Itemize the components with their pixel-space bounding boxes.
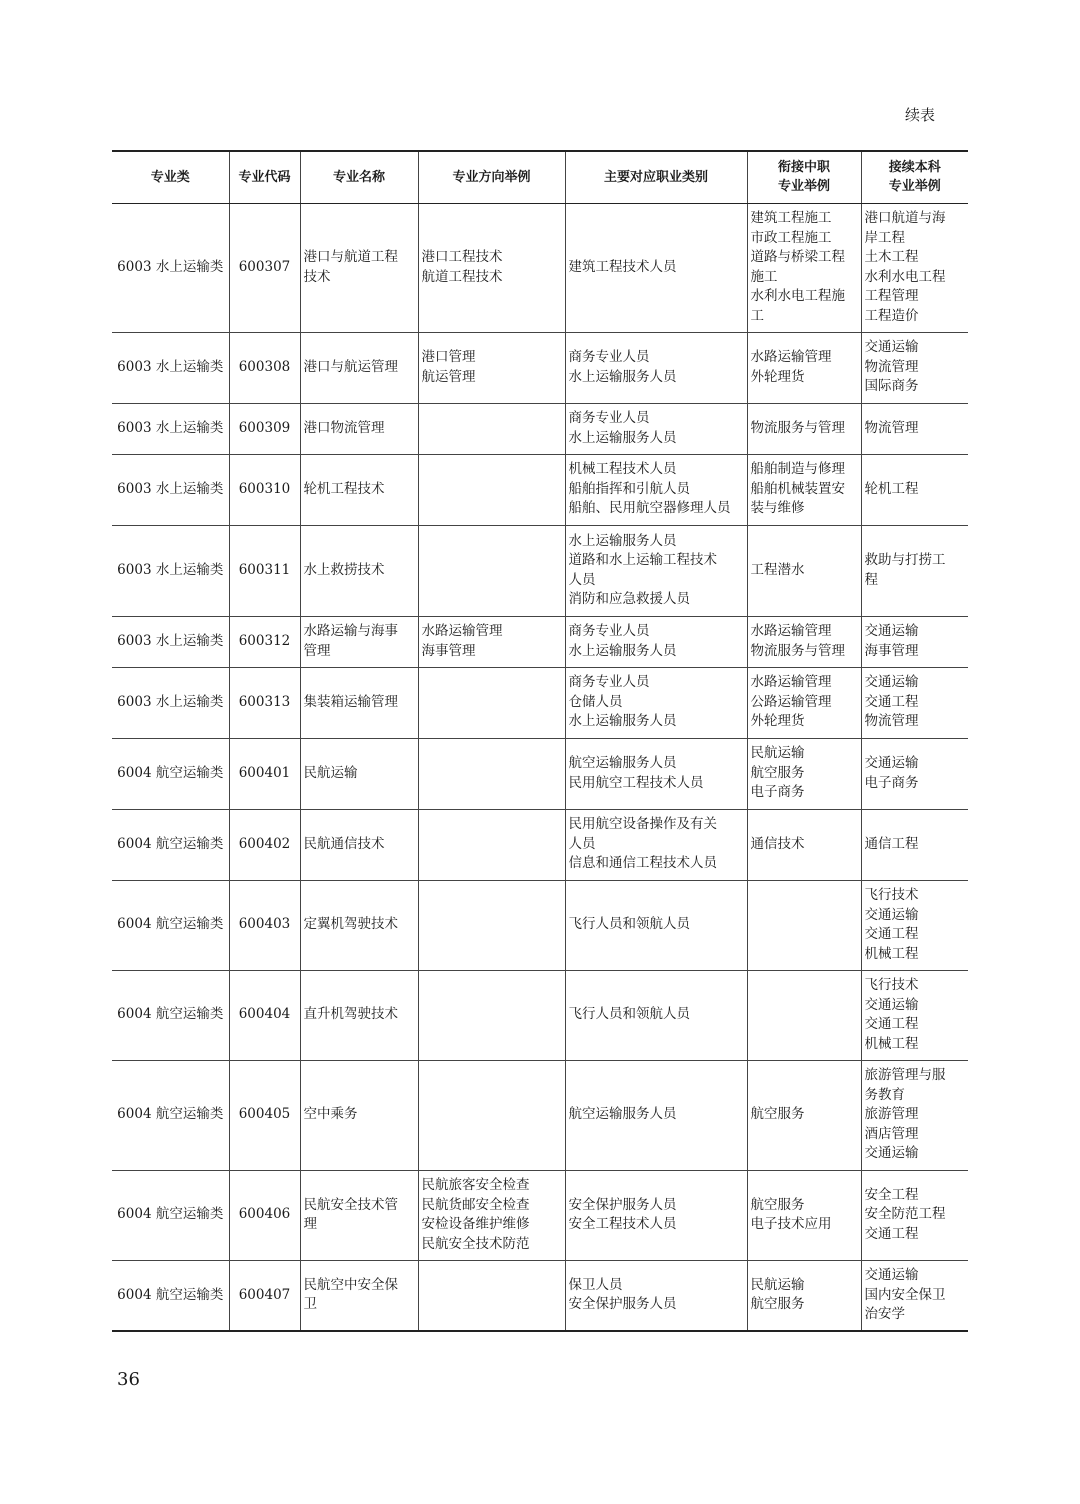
cell-occupations-line: 航空运输服务人员 [568,755,677,771]
cell-name-line: 民航运输 [303,764,358,781]
cell-directions [418,1170,565,1260]
cell-occupations-line: 人员 [568,571,596,588]
cell-directions [418,738,565,809]
cell-undergrad-line: 安全防范工程 [864,1206,946,1223]
cell-undergrad [861,332,968,403]
cell-occupations-line: 水上运输服务人员 [568,429,677,446]
cell-name-line: 民航通信技术 [303,835,385,852]
cell-occupations-line: 商务专业人员 [568,674,650,691]
cell-undergrad [861,454,968,525]
cell-name [300,970,418,1060]
cell-name [300,203,418,332]
cell-name-line: 技术 [303,268,331,285]
cell-undergrad-line: 机械工程 [864,1035,919,1052]
cell-occupations [565,454,747,525]
cell-occupations-line: 安全工程技术人员 [568,1216,677,1232]
table-row [112,1060,968,1170]
cell-secondary [747,1060,861,1170]
cell-occupations-line: 民用航空设备操作及有关 [568,816,717,833]
header-name: 专业名称 [300,151,418,203]
cell-secondary-line: 水利水电工程施 [750,288,845,304]
cell-occupations [565,880,747,970]
cell-secondary-line: 公路运输管理 [750,693,832,710]
cell-undergrad [861,880,968,970]
cell-name-line: 水上救捞技术 [303,561,385,578]
cell-occupations [565,809,747,880]
header-category: 专业类 [112,151,229,203]
cell-undergrad-line: 交通运输 [864,623,919,639]
cell-secondary-line: 通信技术 [750,835,805,852]
cell-undergrad-line: 交通运输 [864,906,919,923]
cell-undergrad-line: 交通工程 [864,693,919,710]
cell-secondary [747,738,861,809]
cell-directions-line: 民航安全技术防范 [421,1235,530,1252]
cell-secondary-line: 水路运输管理 [750,623,832,639]
cell-secondary [747,809,861,880]
cell-code: 600310 [229,454,300,525]
table-row [112,332,968,403]
cell-undergrad-line: 飞行技术 [864,887,919,903]
cell-undergrad-line: 海事管理 [864,642,919,659]
cell-name [300,1060,418,1170]
cell-name [300,738,418,809]
cell-secondary-line: 航空服务 [750,1296,805,1313]
cell-occupations [565,1060,747,1170]
cell-name-line: 理 [303,1216,317,1232]
cell-undergrad-line: 治安学 [864,1306,905,1322]
cell-secondary-line: 航空服务 [750,1196,805,1213]
table-row [112,403,968,454]
cell-code: 600406 [229,1170,300,1260]
cell-occupations-line: 水上运输服务人员 [568,713,677,730]
cell-name-line: 港口与航运管理 [303,358,398,375]
cell-directions [418,525,565,616]
cell-secondary-line: 工 [750,307,764,324]
cell-directions [418,203,565,332]
cell-occupations-line: 商务专业人员 [568,410,650,426]
cell-category: 6004 航空运输类 [112,738,229,809]
cell-code: 600307 [229,203,300,332]
cell-category: 6003 水上运输类 [112,332,229,403]
cell-category: 6003 水上运输类 [112,403,229,454]
table-header-row [112,151,968,203]
cell-directions-line: 航运管理 [421,368,476,385]
cell-undergrad [861,403,968,454]
cell-category: 6004 航空运输类 [112,1170,229,1260]
cell-occupations-line: 飞行人员和领航人员 [568,1006,690,1023]
cell-secondary [747,1260,861,1331]
cell-secondary-line: 道路与桥梁工程 [750,249,845,265]
cell-directions-line: 港口工程技术 [421,249,503,265]
cell-undergrad-line: 交通运输 [864,1145,919,1162]
cell-directions [418,667,565,738]
cell-occupations [565,970,747,1060]
cell-undergrad-line: 务教育 [864,1086,905,1103]
header-secondary-line: 衔接中职 [777,160,830,176]
cell-code: 600309 [229,403,300,454]
cell-occupations-line: 机械工程技术人员 [568,461,677,478]
cell-directions [418,970,565,1060]
cell-undergrad-line: 工程造价 [864,307,919,324]
cell-occupations-line: 民用航空工程技术人员 [568,774,704,791]
cell-undergrad-line: 土木工程 [864,249,919,265]
cell-occupations-line: 安全保护服务人员 [568,1196,677,1213]
cell-occupations [565,1170,747,1260]
cell-secondary-line: 船舶机械装置安 [750,480,845,497]
header-code: 专业代码 [229,151,300,203]
cell-undergrad-line: 酒店管理 [864,1125,919,1142]
cell-occupations [565,667,747,738]
cell-name-line: 民航空中安全保 [303,1276,398,1293]
cell-occupations-line: 船舶指挥和引航人员 [568,480,690,497]
cell-undergrad-line: 通信工程 [864,835,919,852]
cell-undergrad-line: 港口航道与海 [864,210,946,226]
cell-category: 6003 水上运输类 [112,203,229,332]
cell-name [300,667,418,738]
cell-secondary-line: 市政工程施工 [750,229,832,246]
cell-undergrad-line: 国际商务 [864,378,919,395]
table-row [112,454,968,525]
major-catalog-table [112,150,968,1332]
cell-secondary-line: 民航运输 [750,1276,805,1293]
cell-secondary-line: 施工 [750,268,778,285]
cell-category: 6004 航空运输类 [112,809,229,880]
cell-occupations-line: 水上运输服务人员 [568,642,677,659]
cell-directions [418,809,565,880]
cell-directions-line: 航道工程技术 [421,268,503,285]
cell-secondary [747,667,861,738]
cell-secondary [747,880,861,970]
header-secondary [747,151,861,203]
table-row [112,809,968,880]
cell-name [300,525,418,616]
cell-undergrad-line: 交通运输 [864,339,919,356]
cell-undergrad-line: 交通运输 [864,1267,919,1283]
cell-name-line: 卫 [303,1296,317,1313]
cell-undergrad-line: 交通工程 [864,1016,919,1032]
cell-category: 6003 水上运输类 [112,525,229,616]
cell-directions-line: 港口管理 [421,349,476,365]
cell-category: 6003 水上运输类 [112,454,229,525]
cell-name-line: 港口与航道工程 [303,249,398,265]
cell-category: 6004 航空运输类 [112,1260,229,1331]
cell-undergrad-line: 安全工程 [864,1186,919,1203]
cell-secondary-line: 民航运输 [750,745,805,762]
cell-undergrad [861,1260,968,1331]
cell-undergrad-line: 物流管理 [864,358,919,375]
cell-undergrad-line: 交通运输 [864,755,919,771]
cell-undergrad-line: 工程管理 [864,288,919,304]
cell-occupations-line: 水上运输服务人员 [568,368,677,385]
cell-occupations-line: 消防和应急救援人员 [568,591,690,607]
cell-name-line: 民航安全技术管 [303,1196,398,1213]
cell-secondary-line: 外轮理货 [750,713,805,730]
cell-occupations-line: 人员 [568,835,596,852]
table-row [112,1170,968,1260]
cell-directions-line: 水路运输管理 [421,623,503,639]
cell-occupations [565,616,747,667]
header-secondary-line: 专业举例 [777,179,830,195]
cell-code: 600403 [229,880,300,970]
cell-name-line: 直升机驾驶技术 [303,1006,398,1023]
cell-category: 6004 航空运输类 [112,1060,229,1170]
table-row [112,738,968,809]
cell-directions [418,454,565,525]
cell-secondary [747,203,861,332]
cell-name [300,880,418,970]
cell-secondary [747,403,861,454]
cell-undergrad [861,203,968,332]
cell-name [300,1170,418,1260]
cell-undergrad [861,1170,968,1260]
cell-undergrad-line: 程 [864,571,878,588]
table-row [112,1260,968,1331]
cell-name-line: 水路运输与海事 [303,623,398,639]
cell-occupations [565,738,747,809]
table-row [112,880,968,970]
cell-name-line: 空中乘务 [303,1106,358,1123]
cell-name [300,454,418,525]
cell-undergrad-line: 物流管理 [864,419,919,436]
cell-undergrad [861,525,968,616]
cell-directions-line: 安检设备维护维修 [421,1216,530,1232]
cell-directions [418,880,565,970]
table-row [112,616,968,667]
cell-directions-line: 民航货邮安全检查 [421,1196,530,1213]
cell-undergrad-line: 交通工程 [864,926,919,942]
cell-name-line: 定翼机驾驶技术 [303,916,398,933]
cell-undergrad-line: 机械工程 [864,945,919,962]
cell-occupations-line: 商务专业人员 [568,349,650,365]
cell-directions [418,1060,565,1170]
cell-undergrad-line: 交通运输 [864,996,919,1013]
cell-category: 6003 水上运输类 [112,616,229,667]
cell-occupations-line: 船舶、民用航空器修理人员 [568,500,731,517]
cell-occupations [565,403,747,454]
cell-category: 6004 航空运输类 [112,970,229,1060]
cell-secondary [747,332,861,403]
cell-secondary-line: 水路运输管理 [750,349,832,365]
cell-name-line: 港口物流管理 [303,419,385,436]
cell-undergrad-line: 交通运输 [864,674,919,691]
cell-undergrad [861,616,968,667]
cell-secondary-line: 物流服务与管理 [750,642,845,659]
cell-occupations-line: 安全保护服务人员 [568,1296,677,1313]
cell-occupations-line: 建筑工程技术人员 [568,258,677,275]
cell-directions-line: 民航旅客安全检查 [421,1177,530,1193]
cell-occupations [565,1260,747,1331]
cell-secondary [747,970,861,1060]
cell-code: 600401 [229,738,300,809]
cell-secondary-line: 水路运输管理 [750,674,832,691]
cell-code: 600313 [229,667,300,738]
cell-undergrad [861,667,968,738]
cell-occupations [565,525,747,616]
cell-code: 600311 [229,525,300,616]
header-undergrad-line: 接续本科 [888,160,941,176]
table-row [112,525,968,616]
cell-directions [418,616,565,667]
cell-occupations-line: 仓储人员 [568,693,623,710]
cell-code: 600402 [229,809,300,880]
cell-secondary-line: 建筑工程施工 [750,210,832,226]
cell-name [300,332,418,403]
header-occupations: 主要对应职业类别 [565,151,747,203]
cell-secondary-line: 物流服务与管理 [750,419,845,436]
cell-occupations-line: 保卫人员 [568,1276,623,1293]
cell-secondary-line: 船舶制造与修理 [750,461,845,478]
header-undergrad-line: 专业举例 [888,179,941,195]
cell-undergrad [861,738,968,809]
cell-name-line: 轮机工程技术 [303,480,385,497]
cell-undergrad-line: 飞行技术 [864,977,919,993]
cell-occupations-line: 道路和水上运输工程技术 [568,552,717,568]
cell-occupations-line: 水上运输服务人员 [568,532,677,549]
cell-directions [418,1260,565,1331]
cell-secondary-line: 装与维修 [750,500,805,517]
header-directions: 专业方向举例 [418,151,565,203]
cell-directions [418,332,565,403]
cell-name [300,403,418,454]
cell-name-line: 集装箱运输管理 [303,693,398,710]
cell-secondary-line: 外轮理货 [750,368,805,385]
cell-undergrad-line: 物流管理 [864,713,919,730]
cell-undergrad-line: 岸工程 [864,229,905,246]
cell-secondary [747,525,861,616]
header-undergrad [861,151,968,203]
cell-secondary [747,454,861,525]
cell-occupations-line: 信息和通信工程技术人员 [568,855,717,872]
cell-undergrad-line: 交通工程 [864,1225,919,1242]
cell-name [300,1260,418,1331]
cell-undergrad [861,809,968,880]
cell-secondary-line: 工程潜水 [750,561,805,578]
cell-code: 600407 [229,1260,300,1331]
cell-code: 600308 [229,332,300,403]
cell-secondary-line: 航空服务 [750,1106,805,1123]
cell-undergrad-line: 轮机工程 [864,480,919,497]
cell-undergrad [861,1060,968,1170]
cell-directions-line: 海事管理 [421,642,476,659]
cell-undergrad [861,970,968,1060]
cell-code: 600404 [229,970,300,1060]
table-row [112,203,968,332]
cell-secondary [747,616,861,667]
cell-occupations-line: 商务专业人员 [568,623,650,639]
cell-category: 6003 水上运输类 [112,667,229,738]
cell-name [300,616,418,667]
cell-code: 600312 [229,616,300,667]
cell-undergrad-line: 旅游管理 [864,1106,919,1123]
table-body [112,203,968,1331]
continued-label: 续表 [905,106,936,124]
cell-undergrad-line: 救助与打捞工 [864,552,946,568]
cell-category: 6004 航空运输类 [112,880,229,970]
cell-secondary [747,1170,861,1260]
cell-undergrad-line: 旅游管理与服 [864,1067,946,1084]
cell-secondary-line: 航空服务 [750,764,805,781]
table-row [112,970,968,1060]
cell-directions [418,403,565,454]
page-number: 36 [117,1369,140,1390]
cell-undergrad-line: 水利水电工程 [864,268,946,285]
cell-code: 600405 [229,1060,300,1170]
cell-name [300,809,418,880]
cell-undergrad-line: 电子商务 [864,774,919,791]
cell-occupations-line: 航空运输服务人员 [568,1106,677,1123]
cell-name-line: 管理 [303,642,331,659]
cell-occupations [565,203,747,332]
cell-occupations [565,332,747,403]
cell-occupations-line: 飞行人员和领航人员 [568,916,690,933]
cell-undergrad-line: 国内安全保卫 [864,1286,946,1303]
cell-secondary-line: 电子技术应用 [750,1216,832,1232]
cell-secondary-line: 电子商务 [750,784,805,801]
table-row [112,667,968,738]
